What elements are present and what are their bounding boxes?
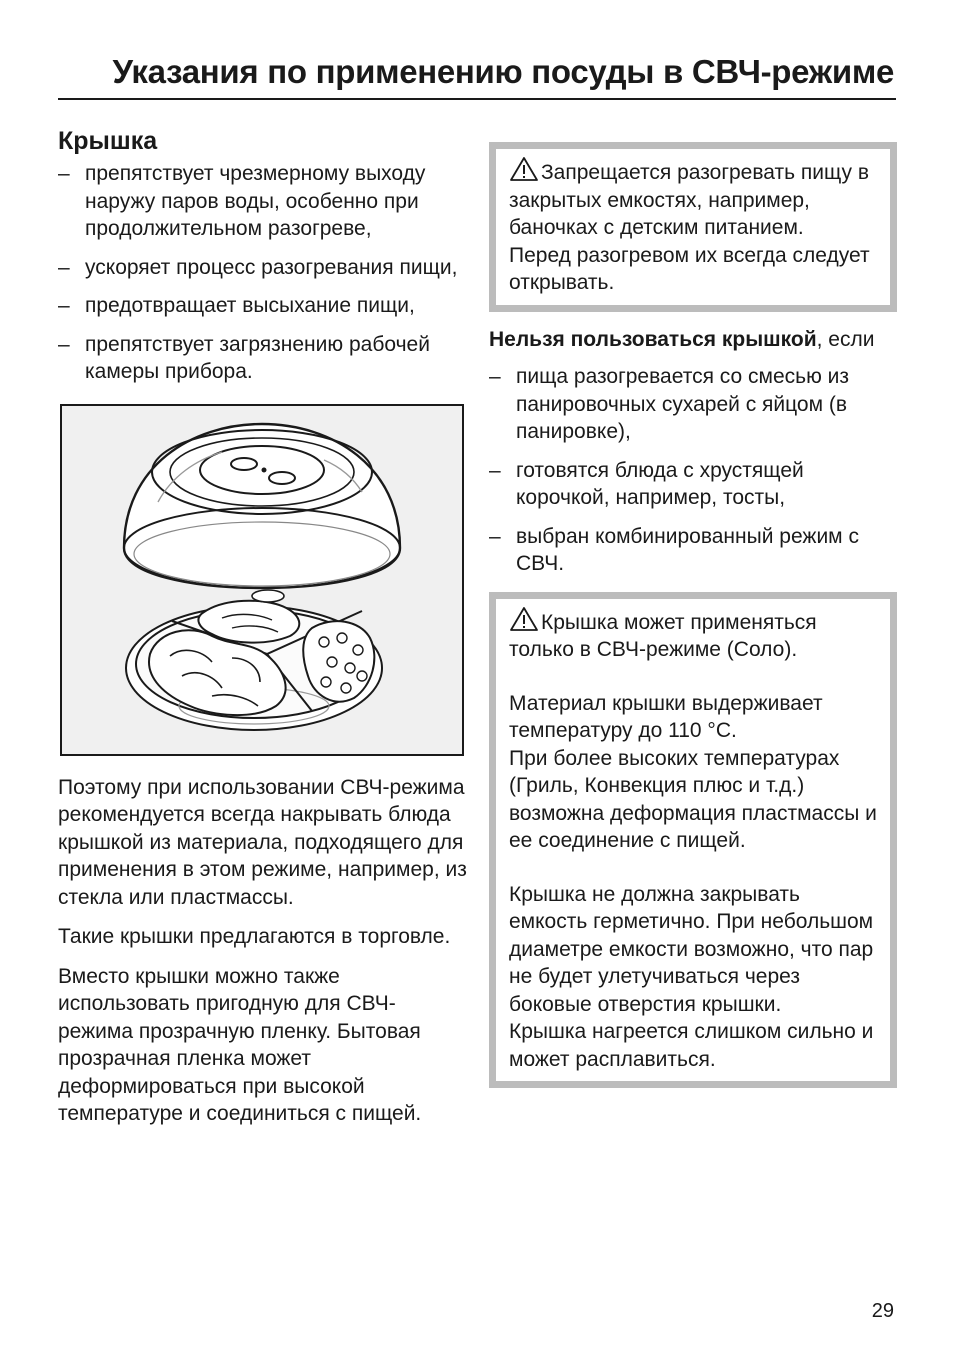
no-lid-rest: , если — [816, 327, 875, 351]
warning-text — [509, 156, 878, 242]
list-item-text: препятствует загрязнению рабочей камеры прибора. — [85, 332, 430, 383]
list-item — [58, 292, 468, 320]
lid-benefits-list — [58, 160, 468, 386]
page-number: 29 — [871, 1300, 894, 1322]
list-item-text: ускоряет процесс разогревания пищи, — [85, 255, 458, 279]
spacer — [509, 855, 878, 881]
dash-marker: – — [489, 458, 501, 482]
warning-temperature-text: Материал крышки выдерживает температуру до 110 °C. — [509, 691, 823, 742]
dash-marker: – — [58, 255, 70, 279]
page-title: Указания по применению посуды в СВЧ-режиме — [112, 53, 894, 90]
warning-melt-text: Крышка нагреется слишком сильно и может расплавиться. — [509, 1020, 874, 1071]
no-lid-bold: Нельзя пользоваться крышкой — [489, 327, 817, 351]
lid-over-plate-drawing — [62, 406, 462, 754]
spacer — [509, 664, 878, 690]
list-item-text: пища разогревается со смесью из панировочных сухарей с яйцом (в панировке), — [516, 365, 850, 443]
warning-text — [509, 606, 878, 664]
list-item-text: готовятся блюда с хрустящей корочкой, например, тосты, — [516, 458, 804, 509]
paragraph-recommend-lid: Поэтому при использовании СВЧ-режима рекомендуется всегда накрывать блюда крышкой из материала, подходящего для применения в этом режиме, например, из стекла или пластмассы. — [58, 775, 467, 909]
dash-marker: – — [489, 365, 501, 388]
left-column — [58, 124, 468, 1140]
dash-marker: – — [58, 162, 70, 185]
warning-box-lid-limits — [489, 592, 897, 1089]
paragraph-film: Вместо крышки можно также использовать пригодную для СВЧ-режима прозрачную пленку. Бытовая прозрачная пленка может деформироваться при высокой температуре и соединиться с пищей. — [58, 964, 422, 1125]
warning-box-closed-containers — [489, 142, 897, 312]
no-lid-conditions-list — [489, 363, 897, 578]
warning-high-temp-text: При более высоких температурах (Гриль, Конвекция плюс и т.д.) возможна деформация пластмассы и ее соединение с пищей. — [509, 746, 877, 852]
section-heading-lid: Крышка — [58, 127, 158, 155]
lid-illustration — [60, 404, 464, 756]
warning-closed-containers-text: Запрещается разогревать пищу в закрытых емкостях, например, баночках с детским питанием. — [509, 161, 869, 239]
warning-triangle-icon — [509, 606, 539, 632]
warning-not-airtight-text: Крышка не должна закрывать емкость герметично. При небольшом диаметре емкости возможно, что пар не будет улетучиваться через боковые отверстия крышки. — [509, 882, 874, 1016]
no-lid-intro — [489, 326, 897, 354]
warning-triangle-icon — [509, 156, 539, 182]
list-item — [58, 254, 468, 282]
list-item-text: предотвращает высыхание пищи, — [85, 294, 415, 317]
dash-marker: – — [58, 294, 70, 317]
right-column — [489, 142, 897, 1088]
list-item — [58, 331, 468, 386]
warning-solo-mode-text: Крышка может применяться только в СВЧ-режиме (Соло). — [509, 610, 817, 661]
list-item-text: препятствует чрезмерному выходу наружу паров воды, особенно при продолжительном разогреве, — [85, 162, 426, 240]
dash-marker: – — [58, 332, 70, 356]
list-item — [489, 523, 897, 578]
list-item — [489, 363, 897, 446]
dash-marker: – — [489, 524, 501, 548]
list-item — [58, 160, 468, 243]
list-item — [489, 457, 897, 512]
paragraph-available: Такие крышки предлагаются в торговле. — [58, 925, 451, 948]
title-divider — [58, 98, 896, 100]
warning-open-before-text: Перед разогревом их всегда следует открывать. — [509, 243, 870, 294]
list-item-text: выбран комбинированный режим с СВЧ. — [516, 524, 859, 575]
